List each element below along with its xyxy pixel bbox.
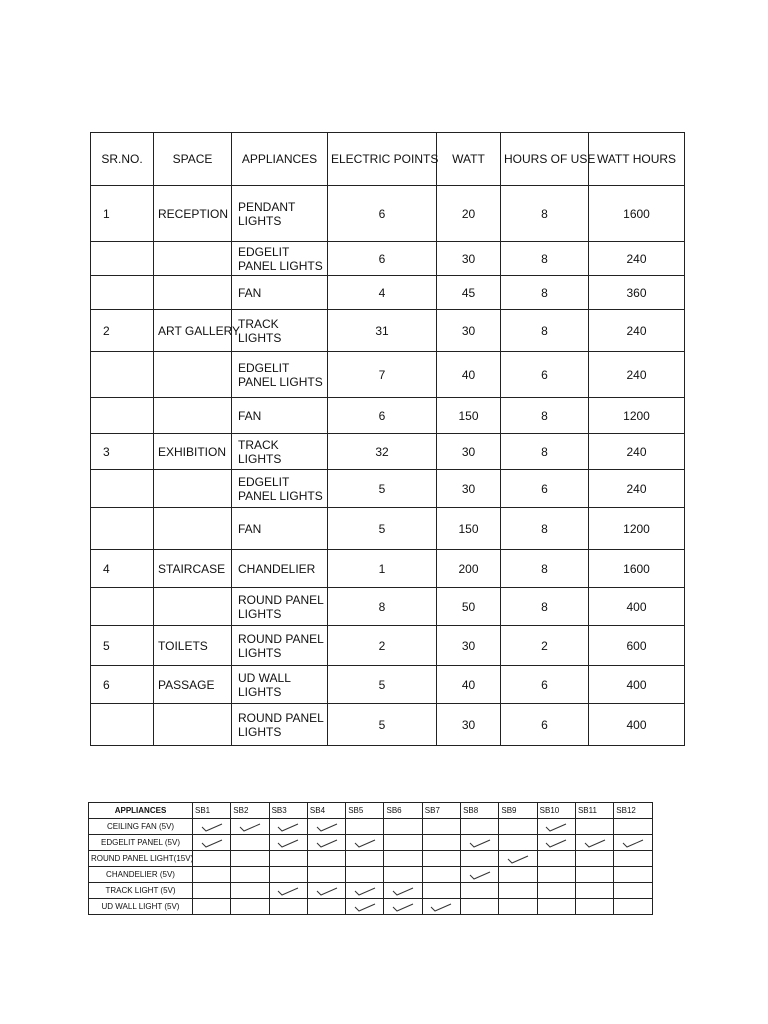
table-row bbox=[91, 508, 685, 550]
checklist-header-board: SB5 bbox=[346, 803, 384, 819]
checklist-cell bbox=[422, 883, 460, 899]
row-hours: 8 bbox=[501, 242, 589, 276]
row-watt-hours: 360 bbox=[589, 276, 685, 310]
row-space bbox=[154, 242, 232, 276]
table-row bbox=[91, 352, 685, 398]
row-appliance: EDGELIT PANEL LIGHTS bbox=[232, 242, 328, 276]
checklist-cell bbox=[614, 835, 652, 851]
checklist-cell bbox=[384, 867, 422, 883]
row-sr-no bbox=[91, 470, 154, 508]
row-watt: 45 bbox=[437, 276, 501, 310]
header-space: SPACE bbox=[154, 133, 232, 186]
row-watt: 40 bbox=[437, 666, 501, 704]
row-watt-hours: 400 bbox=[589, 704, 685, 746]
checklist-cell bbox=[307, 851, 345, 867]
switchboard-checklist-table bbox=[88, 802, 653, 915]
row-electric-points: 31 bbox=[328, 310, 437, 352]
checklist-row bbox=[89, 867, 653, 883]
checklist-header-row bbox=[89, 803, 653, 819]
checklist-header-board: SB8 bbox=[461, 803, 499, 819]
checkmark-icon bbox=[353, 886, 377, 896]
row-watt-hours: 400 bbox=[589, 666, 685, 704]
checklist-cell bbox=[346, 851, 384, 867]
checkmark-icon bbox=[276, 822, 300, 832]
row-watt-hours: 1200 bbox=[589, 508, 685, 550]
row-watt: 20 bbox=[437, 186, 501, 242]
row-space bbox=[154, 470, 232, 508]
checklist-cell bbox=[499, 883, 537, 899]
row-space: TOILETS bbox=[154, 626, 232, 666]
row-hours: 8 bbox=[501, 398, 589, 434]
row-watt: 30 bbox=[437, 470, 501, 508]
row-watt-hours: 600 bbox=[589, 626, 685, 666]
row-sr-no bbox=[91, 352, 154, 398]
row-hours: 6 bbox=[501, 352, 589, 398]
checklist-cell bbox=[193, 867, 231, 883]
row-watt-hours: 1600 bbox=[589, 550, 685, 588]
checklist-row bbox=[89, 851, 653, 867]
checklist-cell bbox=[269, 867, 307, 883]
checklist-header-board: SB10 bbox=[537, 803, 575, 819]
checklist-appliance-label: UD WALL LIGHT (5V) bbox=[89, 899, 193, 915]
checklist-cell bbox=[307, 867, 345, 883]
checklist-row bbox=[89, 835, 653, 851]
row-sr-no: 4 bbox=[91, 550, 154, 588]
checklist-appliance-label: CHANDELIER (5V) bbox=[89, 867, 193, 883]
row-watt: 30 bbox=[437, 310, 501, 352]
row-hours: 8 bbox=[501, 434, 589, 470]
checklist-cell bbox=[269, 899, 307, 915]
checklist-row bbox=[89, 883, 653, 899]
checklist-cell bbox=[575, 867, 613, 883]
row-electric-points: 6 bbox=[328, 242, 437, 276]
row-space: STAIRCASE bbox=[154, 550, 232, 588]
row-watt: 200 bbox=[437, 550, 501, 588]
row-watt: 40 bbox=[437, 352, 501, 398]
checklist-cell bbox=[422, 867, 460, 883]
checklist-cell bbox=[461, 851, 499, 867]
checkmark-icon bbox=[468, 838, 492, 848]
checkmark-icon bbox=[315, 838, 339, 848]
checklist-cell bbox=[231, 883, 269, 899]
checklist-cell bbox=[384, 851, 422, 867]
row-sr-no: 2 bbox=[91, 310, 154, 352]
row-appliance: UD WALL LIGHTS bbox=[232, 666, 328, 704]
checklist-cell bbox=[307, 883, 345, 899]
checklist-cell bbox=[614, 899, 652, 915]
row-electric-points: 5 bbox=[328, 470, 437, 508]
table-row bbox=[91, 310, 685, 352]
checkmark-icon bbox=[315, 822, 339, 832]
row-watt: 30 bbox=[437, 434, 501, 470]
checklist-cell bbox=[231, 851, 269, 867]
checklist-cell bbox=[193, 851, 231, 867]
checkmark-icon bbox=[583, 838, 607, 848]
header-sr-no: SR.NO. bbox=[91, 133, 154, 186]
checklist-cell bbox=[307, 819, 345, 835]
checklist-header-board: SB4 bbox=[307, 803, 345, 819]
row-space: ART GALLERY bbox=[154, 310, 232, 352]
checklist-cell bbox=[346, 867, 384, 883]
checklist-body bbox=[89, 819, 653, 915]
table-row bbox=[91, 398, 685, 434]
table-header-row bbox=[91, 133, 685, 186]
electrical-load-table bbox=[90, 132, 685, 746]
row-watt: 30 bbox=[437, 242, 501, 276]
checkmark-icon bbox=[353, 838, 377, 848]
checklist-cell bbox=[614, 883, 652, 899]
table-row bbox=[91, 588, 685, 626]
checklist-cell bbox=[346, 835, 384, 851]
checklist-cell bbox=[384, 835, 422, 851]
row-space bbox=[154, 276, 232, 310]
row-electric-points: 8 bbox=[328, 588, 437, 626]
checklist-cell bbox=[461, 899, 499, 915]
row-appliance: ROUND PANEL LIGHTS bbox=[232, 704, 328, 746]
row-sr-no: 1 bbox=[91, 186, 154, 242]
checklist-cell bbox=[307, 899, 345, 915]
row-sr-no: 5 bbox=[91, 626, 154, 666]
checklist-cell bbox=[269, 835, 307, 851]
checklist-cell bbox=[422, 835, 460, 851]
row-sr-no bbox=[91, 398, 154, 434]
checklist-cell bbox=[575, 899, 613, 915]
checklist-cell bbox=[614, 851, 652, 867]
checkmark-icon bbox=[200, 838, 224, 848]
checklist-header-board: SB6 bbox=[384, 803, 422, 819]
row-appliance: EDGELIT PANEL LIGHTS bbox=[232, 470, 328, 508]
checklist-appliance-label: TRACK LIGHT (5V) bbox=[89, 883, 193, 899]
row-hours: 2 bbox=[501, 626, 589, 666]
checklist-cell bbox=[384, 899, 422, 915]
checklist-cell bbox=[461, 867, 499, 883]
header-watt: WATT bbox=[437, 133, 501, 186]
checklist-cell bbox=[537, 851, 575, 867]
row-space: EXHIBITION bbox=[154, 434, 232, 470]
row-watt-hours: 1600 bbox=[589, 186, 685, 242]
row-hours: 6 bbox=[501, 704, 589, 746]
row-sr-no bbox=[91, 276, 154, 310]
checklist-appliance-label: CEILING FAN (5V) bbox=[89, 819, 193, 835]
table-row bbox=[91, 242, 685, 276]
checklist-cell bbox=[384, 883, 422, 899]
checkmark-icon bbox=[391, 886, 415, 896]
checklist-cell bbox=[269, 819, 307, 835]
row-watt: 30 bbox=[437, 626, 501, 666]
checklist-appliance-label: EDGELIT PANEL (5V) bbox=[89, 835, 193, 851]
table-row bbox=[91, 550, 685, 588]
checkmark-icon bbox=[468, 870, 492, 880]
row-electric-points: 5 bbox=[328, 666, 437, 704]
row-watt-hours: 400 bbox=[589, 588, 685, 626]
header-appliances: APPLIANCES bbox=[232, 133, 328, 186]
checklist-cell bbox=[231, 867, 269, 883]
checkmark-icon bbox=[506, 854, 530, 864]
row-sr-no bbox=[91, 242, 154, 276]
table-row bbox=[91, 470, 685, 508]
checklist-appliance-label: ROUND PANEL LIGHT(15V) bbox=[89, 851, 193, 867]
checklist-header-board: SB1 bbox=[193, 803, 231, 819]
row-appliance: FAN bbox=[232, 508, 328, 550]
checklist-cell bbox=[193, 899, 231, 915]
row-electric-points: 32 bbox=[328, 434, 437, 470]
row-appliance: ROUND PANEL LIGHTS bbox=[232, 588, 328, 626]
checklist-cell bbox=[346, 883, 384, 899]
checkmark-icon bbox=[315, 886, 339, 896]
checklist-header-board: SB7 bbox=[422, 803, 460, 819]
checklist-cell bbox=[614, 867, 652, 883]
row-hours: 8 bbox=[501, 276, 589, 310]
row-sr-no bbox=[91, 704, 154, 746]
row-hours: 6 bbox=[501, 470, 589, 508]
checkmark-icon bbox=[544, 822, 568, 832]
checklist-cell bbox=[537, 899, 575, 915]
checklist-cell bbox=[614, 819, 652, 835]
checkmark-icon bbox=[391, 902, 415, 912]
row-watt-hours: 240 bbox=[589, 470, 685, 508]
checklist-cell bbox=[346, 819, 384, 835]
checklist-cell bbox=[575, 883, 613, 899]
checkmark-icon bbox=[429, 902, 453, 912]
checkmark-icon bbox=[621, 838, 645, 848]
checklist-cell bbox=[384, 819, 422, 835]
checkmark-icon bbox=[276, 886, 300, 896]
checklist-cell bbox=[231, 819, 269, 835]
row-sr-no bbox=[91, 588, 154, 626]
table-row bbox=[91, 704, 685, 746]
header-watt-hours: WATT HOURS bbox=[589, 133, 685, 186]
row-appliance: ROUND PANEL LIGHTS bbox=[232, 626, 328, 666]
checklist-cell bbox=[499, 835, 537, 851]
row-watt-hours: 240 bbox=[589, 434, 685, 470]
checklist-cell bbox=[422, 899, 460, 915]
checklist-header-board: SB3 bbox=[269, 803, 307, 819]
row-electric-points: 5 bbox=[328, 508, 437, 550]
row-electric-points: 2 bbox=[328, 626, 437, 666]
checklist-cell bbox=[499, 851, 537, 867]
checklist-cell bbox=[422, 851, 460, 867]
checklist-cell bbox=[307, 835, 345, 851]
row-space bbox=[154, 588, 232, 626]
checklist-cell bbox=[575, 819, 613, 835]
checklist-cell bbox=[193, 835, 231, 851]
row-appliance: FAN bbox=[232, 398, 328, 434]
row-hours: 6 bbox=[501, 666, 589, 704]
checklist-cell bbox=[422, 819, 460, 835]
table-row bbox=[91, 276, 685, 310]
row-watt: 150 bbox=[437, 508, 501, 550]
row-appliance: PENDANT LIGHTS bbox=[232, 186, 328, 242]
checklist-cell bbox=[231, 899, 269, 915]
header-electric-points: ELECTRIC POINTS bbox=[328, 133, 437, 186]
row-sr-no: 3 bbox=[91, 434, 154, 470]
row-hours: 8 bbox=[501, 550, 589, 588]
row-hours: 8 bbox=[501, 508, 589, 550]
row-watt-hours: 1200 bbox=[589, 398, 685, 434]
row-watt-hours: 240 bbox=[589, 352, 685, 398]
checklist-cell bbox=[461, 883, 499, 899]
checklist-cell bbox=[461, 835, 499, 851]
checklist-cell bbox=[537, 819, 575, 835]
row-appliance: EDGELIT PANEL LIGHTS bbox=[232, 352, 328, 398]
row-electric-points: 6 bbox=[328, 186, 437, 242]
row-electric-points: 4 bbox=[328, 276, 437, 310]
checklist-row bbox=[89, 899, 653, 915]
row-appliance: FAN bbox=[232, 276, 328, 310]
row-hours: 8 bbox=[501, 588, 589, 626]
row-space bbox=[154, 352, 232, 398]
checklist-cell bbox=[575, 851, 613, 867]
checklist-cell bbox=[537, 835, 575, 851]
row-appliance: TRACK LIGHTS bbox=[232, 434, 328, 470]
checkmark-icon bbox=[200, 822, 224, 832]
header-hours-of-use: HOURS OF USE bbox=[501, 133, 589, 186]
row-watt: 150 bbox=[437, 398, 501, 434]
row-hours: 8 bbox=[501, 186, 589, 242]
checklist-cell bbox=[499, 867, 537, 883]
table-row bbox=[91, 186, 685, 242]
checklist-cell bbox=[231, 835, 269, 851]
checklist-cell bbox=[269, 883, 307, 899]
checklist-header-board: SB2 bbox=[231, 803, 269, 819]
row-space bbox=[154, 704, 232, 746]
checklist-row bbox=[89, 819, 653, 835]
table-row bbox=[91, 626, 685, 666]
row-watt-hours: 240 bbox=[589, 242, 685, 276]
checklist-cell bbox=[537, 883, 575, 899]
row-watt-hours: 240 bbox=[589, 310, 685, 352]
checklist-cell bbox=[193, 883, 231, 899]
checklist-header-appliances: APPLIANCES bbox=[89, 803, 193, 819]
row-watt: 50 bbox=[437, 588, 501, 626]
row-space bbox=[154, 508, 232, 550]
checkmark-icon bbox=[353, 902, 377, 912]
row-electric-points: 1 bbox=[328, 550, 437, 588]
checklist-cell bbox=[346, 899, 384, 915]
checklist-cell bbox=[537, 867, 575, 883]
checklist-cell bbox=[269, 851, 307, 867]
checklist-header-board: SB12 bbox=[614, 803, 652, 819]
row-appliance: TRACK LIGHTS bbox=[232, 310, 328, 352]
row-hours: 8 bbox=[501, 310, 589, 352]
checkmark-icon bbox=[544, 838, 568, 848]
row-space: PASSAGE bbox=[154, 666, 232, 704]
checklist-cell bbox=[499, 819, 537, 835]
row-sr-no: 6 bbox=[91, 666, 154, 704]
row-electric-points: 6 bbox=[328, 398, 437, 434]
checklist-header-board: SB11 bbox=[575, 803, 613, 819]
row-electric-points: 7 bbox=[328, 352, 437, 398]
row-space: RECEPTION bbox=[154, 186, 232, 242]
table-row bbox=[91, 434, 685, 470]
checklist-cell bbox=[499, 899, 537, 915]
checklist-cell bbox=[575, 835, 613, 851]
table-row bbox=[91, 666, 685, 704]
row-watt: 30 bbox=[437, 704, 501, 746]
checklist-cell bbox=[193, 819, 231, 835]
checkmark-icon bbox=[238, 822, 262, 832]
checklist-header-board: SB9 bbox=[499, 803, 537, 819]
checkmark-icon bbox=[276, 838, 300, 848]
row-appliance: CHANDELIER bbox=[232, 550, 328, 588]
row-space bbox=[154, 398, 232, 434]
row-electric-points: 5 bbox=[328, 704, 437, 746]
checklist-cell bbox=[461, 819, 499, 835]
row-sr-no bbox=[91, 508, 154, 550]
table-body bbox=[91, 186, 685, 746]
